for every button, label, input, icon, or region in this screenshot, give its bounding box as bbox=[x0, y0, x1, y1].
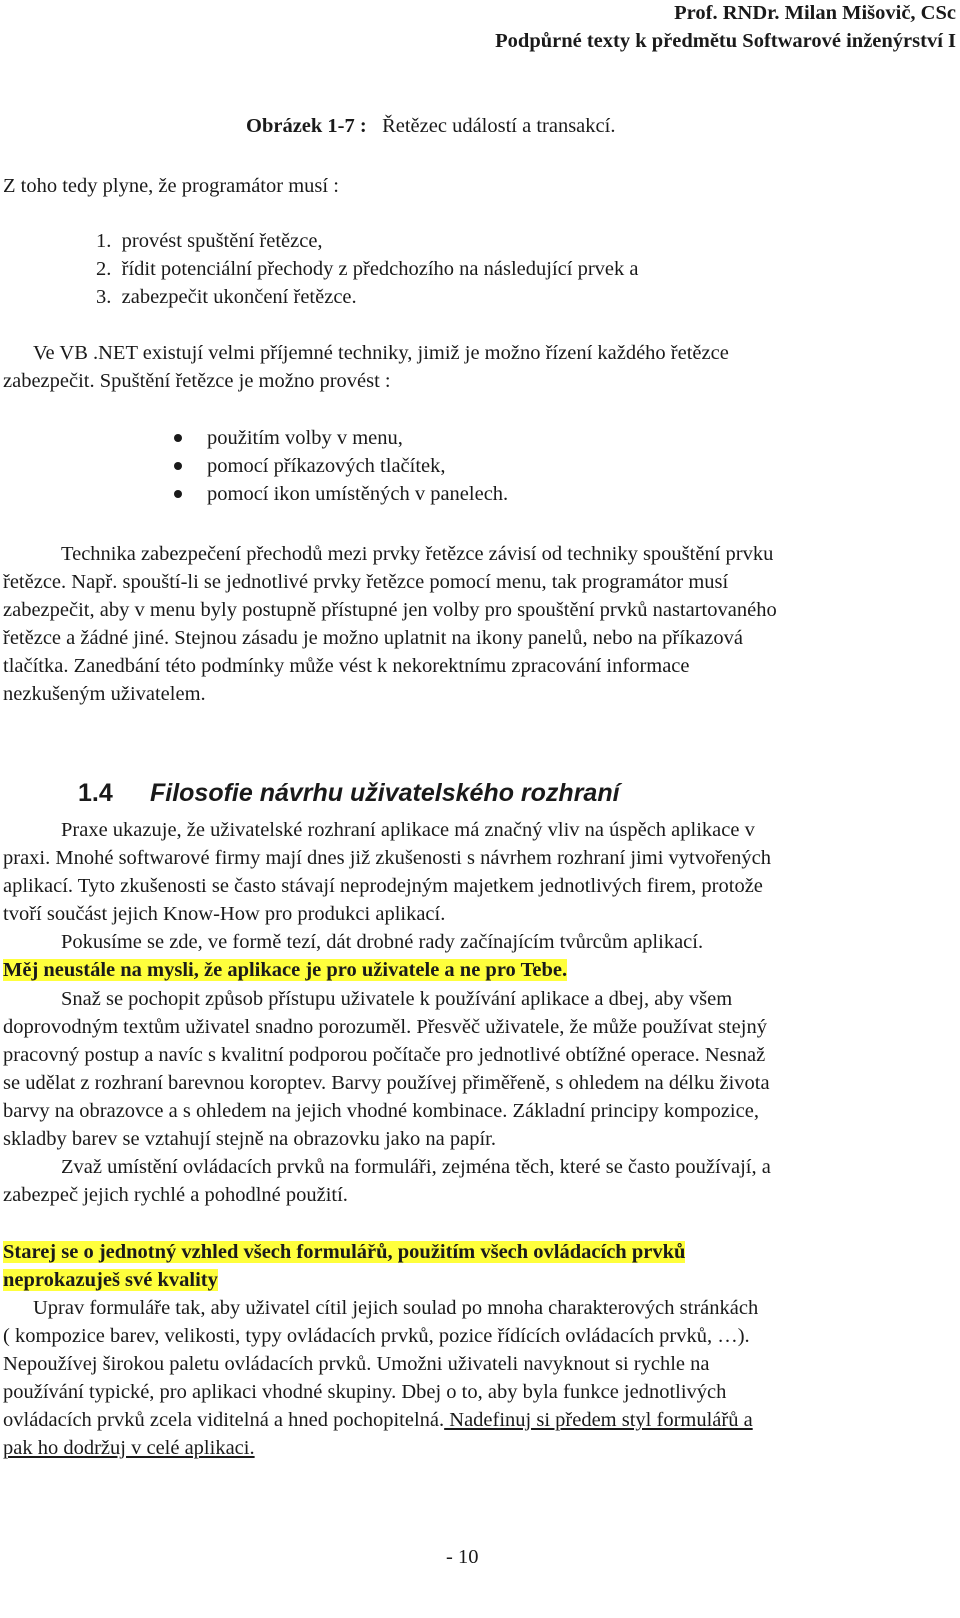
uprav-paragraph-line: používání typické, pro aplikaci vhodné skupiny. Dbej o to, aby byla funkce jednotlivých bbox=[3, 1381, 727, 1403]
praxe-paragraph-line: aplikací. Tyto zkušenosti se často stávají neprodejným majetkem jednotlivých firem, protože bbox=[3, 875, 763, 897]
snaz-paragraph-line: skladby barev se vztahují stejně na obrazovku jako na papír. bbox=[3, 1128, 496, 1150]
uprav-paragraph-line: Uprav formuláře tak, aby uživatel cítil jejich soulad po mnoha charakterových stránkách bbox=[33, 1297, 759, 1319]
uprav-paragraph-line: ( kompozice barev, velikosti, typy ovládacích prvků, pozice řídících ovládacích prvků, …). bbox=[3, 1325, 750, 1347]
page-number: - 10 bbox=[446, 1546, 479, 1568]
snaz-paragraph-line: Snaž se pochopit způsob přístupu uživatele k používání aplikace a dbej, aby všem bbox=[61, 988, 733, 1010]
zvaz-paragraph-line: Zvaž umístění ovládacích prvků na formuláři, zejména těch, které se často používají, a bbox=[61, 1156, 771, 1178]
technika-paragraph-line: Technika zabezpečení přechodů mezi prvky řetězce závisí od techniky spouštění prvku bbox=[61, 543, 774, 565]
bullet-icon bbox=[174, 434, 182, 442]
list-number: 2. bbox=[96, 258, 112, 280]
list-number: 3. bbox=[96, 286, 112, 308]
header-course: Podpůrné texty k předmětu Softwarové inženýrství I bbox=[495, 30, 956, 52]
zvaz-paragraph-line: zabezpeč jejich rychlé a pohodlné použití. bbox=[3, 1184, 348, 1206]
numbered-list-item bbox=[96, 255, 639, 283]
bullet-item: použitím volby v menu, bbox=[207, 427, 403, 449]
technika-paragraph-line: nezkušeným uživatelem. bbox=[3, 683, 206, 705]
vb-paragraph-line: zabezpečit. Spuštění řetězce je možno provést : bbox=[3, 370, 391, 392]
technika-paragraph-line: tlačítka. Zanedbání této podmínky může vést k nekorektnímu zpracování informace bbox=[3, 655, 690, 677]
vb-paragraph-line: Ve VB .NET existují velmi příjemné techniky, jimiž je možno řízení každého řetězce bbox=[33, 342, 729, 364]
uprav-underlined-text: Nadefinuj si předem styl formulářů a bbox=[444, 1409, 753, 1431]
uprav-paragraph-line bbox=[3, 1434, 255, 1462]
list-text: provést spuštění řetězce, bbox=[121, 230, 323, 252]
uprav-paragraph-line bbox=[3, 1406, 753, 1434]
pokusime-line: Pokusíme se zde, ve formě tezí, dát drobné rady začínajícím tvůrcům aplikací. bbox=[61, 931, 704, 953]
uprav-underlined-text: pak ho dodržuj v celé aplikaci. bbox=[3, 1437, 255, 1459]
snaz-paragraph-line: pracovný postup a navíc s kvalitní podporou počítače pro jednotlivé obtížné operace. Nesnaž bbox=[3, 1044, 766, 1066]
list-number: 1. bbox=[96, 230, 112, 252]
list-text: zabezpečit ukončení řetězce. bbox=[121, 286, 357, 308]
technika-paragraph-line: řetězce a žádné jiné. Stejnou zásadu je možno uplatnit na ikony panelů, nebo na příkazová bbox=[3, 627, 743, 649]
list-text: řídit potenciální přechody z předchozího na následující prvek a bbox=[121, 258, 639, 280]
uprav-plain-text: ovládacích prvků zcela viditelná a hned pochopitelná. bbox=[3, 1409, 445, 1431]
highlight-thesis-2 bbox=[3, 1238, 685, 1266]
technika-paragraph-line: zabezpečit, aby v menu byly postupně přístupné jen volby pro spouštění prvků nastartovaného bbox=[3, 599, 777, 621]
bullet-icon bbox=[174, 462, 182, 470]
section-heading bbox=[78, 778, 778, 810]
snaz-paragraph-line: doprovodným textům uživatel snadno porozuměl. Přesvěč uživatele, že může používat stejný bbox=[3, 1016, 767, 1038]
technika-paragraph-line: řetězce. Např. spouští-li se jednotlivé prvky řetězce pomocí menu, tak programátor musí bbox=[3, 571, 729, 593]
figure-caption bbox=[246, 112, 615, 140]
figure-caption-text: Řetězec událostí a transakcí. bbox=[382, 115, 616, 137]
snaz-paragraph-line: barvy na obrazovce a s ohledem na jejich vhodné kombinace. Základní principy kompozice, bbox=[3, 1100, 759, 1122]
header-author: Prof. RNDr. Milan Mišovič, CSc bbox=[674, 2, 956, 24]
numbered-list-item bbox=[96, 227, 323, 255]
praxe-paragraph-line: praxi. Mnohé softwarové firmy mají dnes již zkušenosti s návrhem rozhraní jimi vytvořených bbox=[3, 847, 771, 869]
bullet-item: pomocí příkazových tlačítek, bbox=[207, 455, 446, 477]
uprav-paragraph-line: Nepoužívej širokou paletu ovládacích prvků. Umožni uživateli navyknout si rychle na bbox=[3, 1353, 710, 1375]
highlight-text: Měj neustále na mysli, že aplikace je pro uživatele a ne pro Tebe. bbox=[3, 959, 568, 981]
highlight-text: neprokazuješ své kvality bbox=[3, 1269, 218, 1291]
intro-line: Z toho tedy plyne, že programátor musí : bbox=[3, 175, 339, 197]
numbered-list-item bbox=[96, 283, 357, 311]
section-title: Filosofie návrhu uživatelského rozhraní bbox=[150, 779, 620, 807]
section-number: 1.4 bbox=[78, 779, 113, 807]
snaz-paragraph-line: se udělat z rozhraní barevnou koroptev. Barvy používej přiměřeně, s ohledem na délku života bbox=[3, 1072, 770, 1094]
praxe-paragraph-line: tvoří součást jejich Know-How pro produkci aplikací. bbox=[3, 903, 446, 925]
highlight-text: Starej se o jednotný vzhled všech formulářů, použitím všech ovládacích prvků bbox=[3, 1241, 686, 1263]
praxe-paragraph-line: Praxe ukazuje, že uživatelské rozhraní aplikace má značný vliv na úspěch aplikace v bbox=[61, 819, 755, 841]
highlight-thesis-1 bbox=[3, 956, 567, 984]
bullet-item: pomocí ikon umístěných v panelech. bbox=[207, 483, 509, 505]
highlight-thesis-2 bbox=[3, 1266, 218, 1294]
bullet-icon bbox=[174, 490, 182, 498]
figure-caption-label: Obrázek 1-7 : bbox=[246, 115, 367, 137]
